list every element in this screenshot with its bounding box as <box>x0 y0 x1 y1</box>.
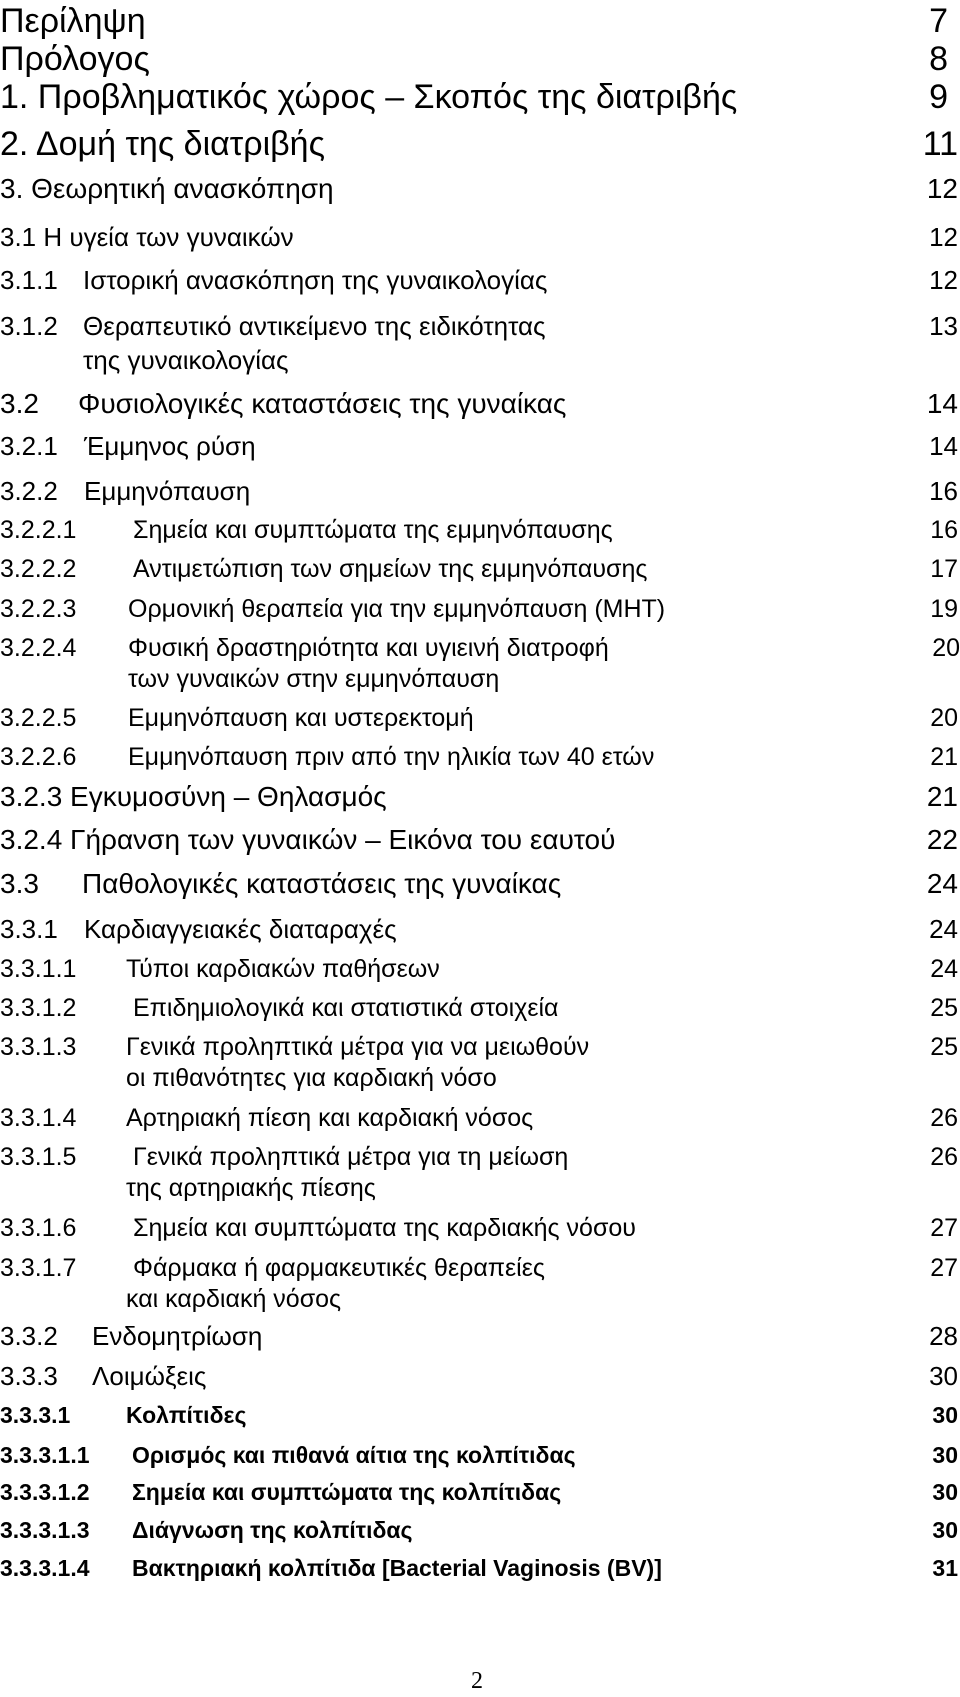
toc-entry-title: Διάγνωση της κολπίτιδας <box>132 1517 413 1543</box>
toc-entry-title: Θεραπευτικό αντικείμενο της ειδικότητας <box>83 311 546 341</box>
toc-entry-number: 3.3.1.4 <box>0 1104 77 1132</box>
toc-entry-page: 26 <box>930 1104 958 1132</box>
toc-entry-title: 3.2.4 Γήρανση των γυναικών – Εικόνα του εαυτού <box>0 824 616 855</box>
toc-entry-page: 12 <box>929 265 958 295</box>
toc-entry-page: 22 <box>926 824 958 855</box>
toc-entry-page: 30 <box>929 1361 958 1391</box>
toc-entry-number: 3.3 <box>0 868 39 899</box>
toc-entry-title-continuation: των γυναικών στην εμμηνόπαυση <box>128 665 500 693</box>
toc-entry-title: Ιστορική ανασκόπηση της γυναικολογίας <box>83 265 548 295</box>
toc-entry-page: 17 <box>930 555 958 583</box>
toc-entry-number: 3.2.2.3 <box>0 595 77 623</box>
toc-entry-page: 30 <box>932 1442 958 1468</box>
toc-entry-number: 3.3.1.1 <box>0 955 77 983</box>
toc-entry-number: 3.3.1.2 <box>0 994 77 1022</box>
toc-entry-number: 3.2.2.6 <box>0 743 77 771</box>
toc-entry-number: 3.2.2 <box>0 476 58 506</box>
toc-entry-number: 3.3.3 <box>0 1361 58 1391</box>
toc-entry-page: 24 <box>929 914 958 944</box>
toc-entry-title: 2. Δομή της διατριβής <box>0 125 325 163</box>
toc-entry-page: 30 <box>932 1517 958 1543</box>
toc-entry-number: 3.3.3.1.3 <box>0 1517 90 1543</box>
toc-entry-number: 3.2.2.4 <box>0 634 77 662</box>
toc-entry-page: 31 <box>932 1555 958 1581</box>
toc-entry-title: Φάρμακα ή φαρμακευτικές θεραπείες <box>133 1254 545 1282</box>
toc-entry-title: Παθολογικές καταστάσεις της γυναίκας <box>82 868 562 899</box>
toc-entry-page: 20 <box>932 634 960 662</box>
toc-entry-title: Καρδιαγγειακές διαταραχές <box>84 914 397 944</box>
toc-entry-title: Εμμηνόπαυση και υστερεκτομή <box>128 704 474 732</box>
toc-entry-number: 3.3.1.3 <box>0 1033 77 1061</box>
toc-entry-page: 11 <box>922 125 958 163</box>
toc-entry-number: 3.2.2.5 <box>0 704 77 732</box>
toc-entry-title: Εμμηνόπαυση <box>84 476 251 506</box>
toc-entry-number: 3.1.2 <box>0 311 58 341</box>
toc-entry-number: 3.3.2 <box>0 1321 58 1351</box>
toc-entry-number: 3.2.2.2 <box>0 555 77 583</box>
toc-entry-number: 3.3.1.7 <box>0 1254 77 1282</box>
toc-entry-title: 3.1 Η υγεία των γυναικών <box>0 222 294 252</box>
toc-entry-page: 13 <box>929 311 958 341</box>
toc-entry-page: 7 <box>929 2 948 40</box>
toc-entry-number: 3.1.1 <box>0 265 58 295</box>
toc-entry-page: 8 <box>929 40 948 78</box>
toc-entry-page: 12 <box>926 173 958 204</box>
toc-entry-title-continuation: οι πιθανότητες για καρδιακή νόσο <box>126 1064 497 1092</box>
toc-entry-title: Σημεία και συμπτώματα της καρδιακής νόσου <box>133 1214 636 1242</box>
toc-entry-number: 3.3.1 <box>0 914 58 944</box>
toc-entry-title: Ορμονική θεραπεία για την εμμηνόπαυση (ΜΗΤ) <box>128 595 666 623</box>
toc-entry-title: Ορισμός και πιθανά αίτια της κολπίτιδας <box>132 1442 576 1468</box>
toc-entry-title: 3.2.3 Εγκυμοσύνη – Θηλασμός <box>0 781 387 812</box>
toc-entry-title: Περίληψη <box>0 2 146 40</box>
toc-entry-title: Λοιμώξεις <box>92 1361 207 1391</box>
toc-entry-title: Βακτηριακή κολπίτιδα [Bacterial Vaginosis (BV)] <box>132 1555 662 1581</box>
toc-entry-page: 14 <box>926 388 958 419</box>
toc-entry-number: 3.3.3.1 <box>0 1402 71 1428</box>
toc-entry-number: 3.3.1.6 <box>0 1214 77 1242</box>
toc-entry-page: 14 <box>929 431 958 461</box>
toc-entry-title-continuation: και καρδιακή νόσος <box>126 1285 342 1313</box>
toc-entry-page: 28 <box>929 1321 958 1351</box>
toc-entry-number: 3.2.1 <box>0 431 58 461</box>
toc-entry-title: Τύποι καρδιακών παθήσεων <box>126 955 440 983</box>
toc-entry-page: 27 <box>930 1254 958 1282</box>
toc-entry-number: 3.2.2.1 <box>0 516 77 544</box>
toc-entry-title: Πρόλογος <box>0 40 150 78</box>
toc-entry-page: 27 <box>930 1214 958 1242</box>
toc-entry-page: 25 <box>930 994 958 1022</box>
toc-entry-page: 25 <box>930 1033 958 1061</box>
toc-entry-title: Κολπίτιδες <box>126 1402 247 1428</box>
toc-entry-title: Φυσική δραστηριότητα και υγιεινή διατροφή <box>128 634 609 662</box>
toc-entry-title: 1. Προβληματικός χώρος – Σκοπός της διατριβής <box>0 78 738 116</box>
toc-entry-page: 30 <box>932 1479 958 1505</box>
toc-entry-page: 21 <box>930 743 958 771</box>
toc-entry-page: 16 <box>930 516 958 544</box>
toc-entry-title: Γενικά προληπτικά μέτρα για τη μείωση <box>133 1143 569 1171</box>
toc-entry-title: Έμμηνος ρύση <box>84 431 256 461</box>
toc-entry-title-continuation: της γυναικολογίας <box>83 345 289 375</box>
toc-entry-title-continuation: της αρτηριακής πίεσης <box>126 1174 376 1202</box>
toc-entry-number: 3.3.3.1.4 <box>0 1555 90 1581</box>
toc-entry-page: 21 <box>926 781 958 812</box>
toc-entry-page: 24 <box>926 868 958 899</box>
toc-entry-page: 30 <box>932 1402 958 1428</box>
toc-entry-title: Ενδομητρίωση <box>92 1321 263 1351</box>
toc-entry-title: Σημεία και συμπτώματα της κολπίτιδας <box>132 1479 562 1505</box>
toc-entry-number: 3.3.1.5 <box>0 1143 77 1171</box>
toc-entry-page: 12 <box>929 222 958 252</box>
toc-entry-number: 3.3.3.1.2 <box>0 1479 90 1505</box>
toc-entry-page: 26 <box>930 1143 958 1171</box>
toc-entry-title: Φυσιολογικές καταστάσεις της γυναίκας <box>78 388 567 419</box>
toc-entry-page: 9 <box>929 78 948 116</box>
page-number: 2 <box>471 1668 483 1694</box>
toc-entry-number: 3.2 <box>0 388 39 419</box>
toc-entry-number: 3.3.3.1.1 <box>0 1442 90 1468</box>
toc-entry-page: 16 <box>929 476 958 506</box>
toc-entry-page: 19 <box>930 595 958 623</box>
toc-entry-title: Επιδημιολογικά και στατιστικά στοιχεία <box>133 994 559 1022</box>
toc-entry-title: Σημεία και συμπτώματα της εμμηνόπαυσης <box>133 516 613 544</box>
toc-entry-page: 24 <box>930 955 958 983</box>
toc-entry-title: Γενικά προληπτικά μέτρα για να μειωθούν <box>126 1033 590 1061</box>
toc-entry-title: Αντιμετώπιση των σημείων της εμμηνόπαυσης <box>133 555 648 583</box>
toc-entry-page: 20 <box>930 704 958 732</box>
toc-entry-title: Αρτηριακή πίεση και καρδιακή νόσος <box>126 1104 534 1132</box>
toc-entry-title: 3. Θεωρητική ανασκόπηση <box>0 173 334 204</box>
toc-entry-title: Εμμηνόπαυση πριν από την ηλικία των 40 ετών <box>128 743 655 771</box>
